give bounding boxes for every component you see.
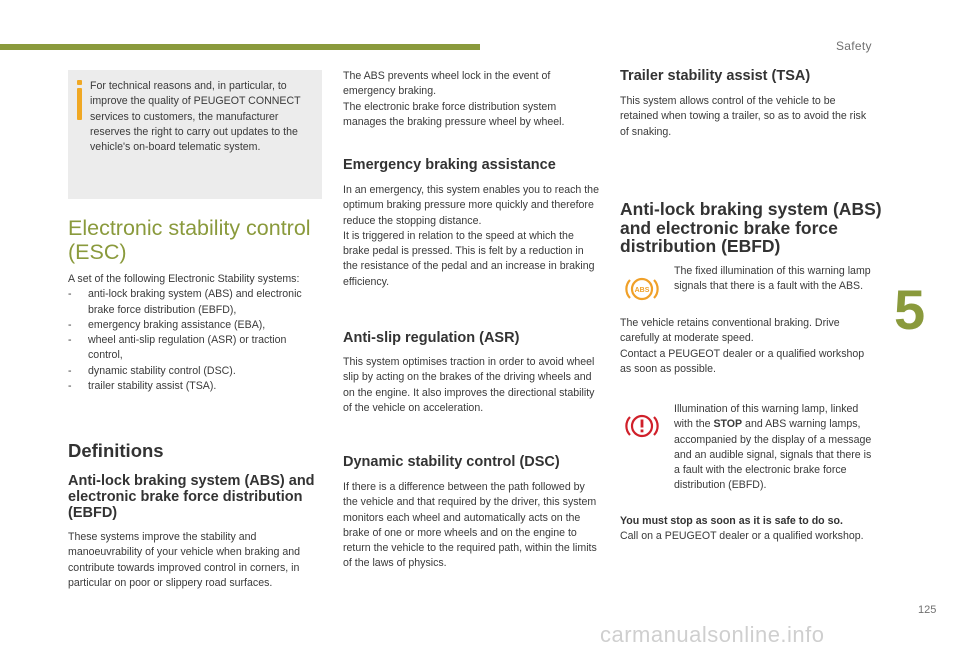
call-dealer: Call on a PEUGEOT dealer or a qualified workshop. bbox=[620, 530, 864, 543]
definitions-abs-heading: Anti-lock braking system (ABS) and electronic brake force distribution (EBFD) bbox=[68, 473, 315, 521]
tsa-text: This system allows control of the vehicle to be retained when towing a trailer, so as to avoid the risk of snaking. bbox=[620, 95, 867, 138]
abs-lamp-text: The fixed illumination of this warning lamp signals that there is a fault with the ABS. bbox=[674, 265, 871, 293]
eba-section bbox=[343, 183, 601, 290]
definitions-abs-text: These systems improve the stability and manoeuvrability of your vehicle when braking and contribute towards improved control in corners, in particular on poor or slippery road surfaces. bbox=[68, 531, 301, 589]
ebfd-text: Illumination of this warning lamp, linked with the STOP and ABS warning lamps, accompanied by the display of a message and an audible signal, signals that there is a fault with the electronic brake force distribution (EBFD). bbox=[674, 403, 872, 492]
esc-title: Electronic stability control (ESC) bbox=[68, 216, 311, 264]
eba-heading: Emergency braking assistance bbox=[343, 157, 556, 173]
middle-abs-p1: The ABS prevents wheel lock in the event of emergency braking. bbox=[343, 70, 551, 98]
section-label: Safety bbox=[836, 39, 872, 53]
dsc-heading: Dynamic stability control (DSC) bbox=[343, 454, 560, 470]
chapter-number: 5 bbox=[894, 278, 926, 341]
tsa-heading: Trailer stability assist (TSA) bbox=[620, 68, 811, 84]
dsc-text: If there is a difference between the path followed by the vehicle and that required by the driver, this system monitors each wheel and automatically acts on the brake of one or more wheels and on the engine to return the vehicle to the required path, within the limits of the laws of physics. bbox=[343, 481, 597, 570]
esc-section bbox=[68, 272, 322, 394]
stop-label: STOP bbox=[713, 418, 743, 431]
asr-heading: Anti-slip regulation (ASR) bbox=[343, 330, 520, 346]
page-number: 125 bbox=[918, 604, 937, 616]
abs-lamp-label: ABS bbox=[634, 287, 650, 294]
stop-warning: You must stop as soon as it is safe to do so. bbox=[620, 515, 843, 527]
right-abs-heading: Anti-lock braking system (ABS) and electronic brake force distribution (EBFD) bbox=[620, 199, 882, 256]
info-text: For technical reasons and, in particular, to improve the quality of PEUGEOT CONNECT services to customers, the manufacturer reserves the right to carry out updates to the vehicle's on-board telematic system. bbox=[90, 80, 301, 154]
list-item: - wheel anti-slip regulation (ASR) or traction control, bbox=[68, 333, 322, 364]
abs-retain-1: The vehicle retains conventional braking. Drive carefully at moderate speed. bbox=[620, 317, 840, 345]
eba-p1: In an emergency, this system enables you to reach the optimum braking pressure more quickly and therefore reduce the stopping distance. bbox=[343, 184, 599, 227]
esc-list bbox=[68, 287, 322, 394]
esc-intro: A set of the following Electronic Stability systems: bbox=[68, 273, 300, 285]
top-accent-bar bbox=[0, 44, 480, 50]
abs-warning-icon bbox=[624, 275, 660, 303]
middle-abs-text bbox=[343, 69, 601, 130]
middle-abs-p2: The electronic brake force distribution system manages the braking pressure wheel by wheel. bbox=[343, 100, 565, 128]
asr-text: This system optimises traction in order to avoid wheel slip by acting on the brakes of the driving wheels and on the engine. It also improves the directional stability of the vehicle on acceleration. bbox=[343, 356, 595, 414]
eba-p2: It is triggered in relation to the speed at which the brake pedal is pressed. This is felt by a reduction in the resistance of the pedal and an increase in braking efficiency. bbox=[343, 229, 595, 288]
list-item: - emergency braking assistance (EBA), bbox=[68, 318, 322, 333]
stop-section bbox=[620, 514, 882, 545]
brake-warning-icon bbox=[624, 412, 660, 440]
info-box bbox=[68, 70, 322, 199]
list-item: - trailer stability assist (TSA). bbox=[68, 379, 322, 394]
list-item: - dynamic stability control (DSC). bbox=[68, 364, 322, 379]
info-icon bbox=[77, 80, 82, 120]
abs-retain-2: Contact a PEUGEOT dealer or a qualified workshop as soon as possible. bbox=[620, 347, 865, 375]
abs-retain-section bbox=[620, 316, 876, 377]
list-item: - anti-lock braking system (ABS) and electronic brake force distribution (EBFD), bbox=[68, 287, 322, 318]
definitions-title: Definitions bbox=[68, 440, 164, 461]
watermark: carmanualsonline.info bbox=[600, 622, 825, 647]
